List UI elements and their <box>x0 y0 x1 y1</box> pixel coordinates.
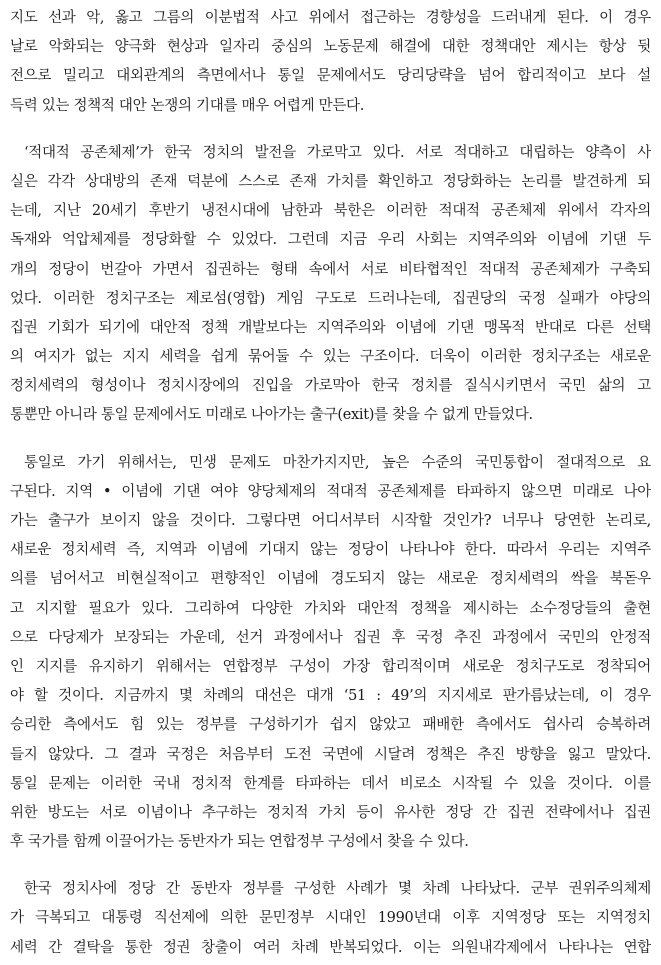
text-line: 후 국가를 함께 이끌어가는 동반자가 되는 연합정부 구성에서 찾을 수 있다. <box>10 834 469 851</box>
text-line: 가 극복되고 대통령 직선제에 의한 문민정부 시대인 1990년대 이후 지역정당 또는 지역정치 <box>10 910 651 927</box>
text-line: 의 여지가 없는 지지 세력을 쉽게 묶어둘 수 있는 구조이다. 더욱이 이러한 정치구조는 새로운 <box>10 349 651 366</box>
text-line: 개의 정당이 번갈아 가면서 집권하는 형태 속에서 서로 비타협적인 적대적 공존체제가 구축되 <box>10 261 651 278</box>
text-line: 독재와 억압체제를 정당화할 수 있었다. 그런데 지금 우리 사회는 지역주의와 이념에 기댄 두 <box>10 232 651 249</box>
text-line: 새로운 정치세력 즉, 지역과 이념에 기대지 않는 정당이 나타나야 한다. 따라서 우리는 지역주 <box>10 542 651 559</box>
text-line: 야 할 것이다. 지금까지 몇 차례의 대선은 대개 ‘51 : 49’의 지지세로 판가름났는데, 이 경우 <box>10 688 651 705</box>
text-line: 들지 않았다. 그 결과 국정은 처음부터 도전 국면에 시달려 정책은 추진 방향을 잃고 말았다. <box>10 746 651 763</box>
text-line: 세력 간 결탁을 통한 정권 창출이 여러 차례 반복되었다. 이는 의원내각제에서 나타나는 연합 <box>10 939 651 956</box>
text-line: 구된다. 지역 • 이념에 기댄 여야 양당체제의 적대적 공존체제를 타파하지 않으면 미래로 나아 <box>10 483 651 500</box>
text-line: 인 지지를 유지하기 위해서는 연합정부 구성이 가장 합리적이며 새로운 정치구도로 정착되어 <box>10 658 651 675</box>
text-line: 승리한 측에서도 힘 있는 정부를 구성하기가 쉽지 않았고 패배한 측에서도 쉽사리 승복하려 <box>10 717 651 734</box>
text-line: 위한 방도는 서로 이념이나 추구하는 정치적 가치 등이 유사한 정당 간 집권 전략에서나 집권 <box>10 804 651 821</box>
text-line: 통일로 가기 위해서는, 민생 문제도 마찬가지지만, 높은 수준의 국민통합이 절대적으로 요 <box>24 454 651 471</box>
paragraph <box>10 449 651 858</box>
text-line: 한국 정치사에 정당 간 동반자 정부를 구성한 사례가 몇 차례 나타났다. 군부 권위주의체제 <box>24 881 651 898</box>
text-line: 정치세력의 형성이나 정치시장에의 진입을 가로막아 한국 정치를 질식시키면서 국민 삶의 고 <box>10 378 651 395</box>
paragraph <box>10 4 651 121</box>
text-line: 가는 출구가 보이지 않을 것이다. 그렇다면 어디서부터 시작할 것인가? 너무나 당연한 논리로, <box>10 513 651 529</box>
text-line: ‘적대적 공존체제’가 한국 정치의 발전을 가로막고 있다. 서로 적대하고 대립하는 양측이 사 <box>24 144 651 161</box>
text-line: 의를 넘어서고 비현실적이고 편향적인 이념에 경도되지 않는 새로운 정치세력의 싹을 북돋우 <box>10 571 651 588</box>
text-line: 날로 악화되는 양극화 현상과 일자리 중심의 노동문제 해결에 대한 정책대안 제시는 항상 뒷 <box>10 39 651 56</box>
text-line: 는데, 지난 20세기 후반기 냉전시대에 남한과 북한은 이러한 적대적 공존체제 위에서 각자의 <box>10 203 651 220</box>
text-line: 었다. 이러한 정치구조는 제로섬(영합) 게임 구도로 드러나는데, 집권당의 국정 실패가 야당의 <box>10 290 651 307</box>
text-line: 으로 다당제가 보장되는 가운데, 선거 과정에서나 집권 후 국정 추진 과정에서 국민의 안정적 <box>10 629 651 646</box>
text-line: 고 지지할 필요가 있다. 그리하여 다양한 가치와 대안적 정책을 제시하는 소수정당들의 출현 <box>10 600 651 617</box>
paragraph <box>10 139 651 431</box>
text-line: 집권 기회가 되기에 대안적 정책 개발보다는 지역주의와 이념에 기댄 맹목적 반대로 다른 선택 <box>10 319 651 336</box>
text-line: 득력 있는 정책적 대안 논쟁의 기대를 매우 어렵게 만든다. <box>10 97 365 114</box>
text-line: 실은 각각 상대방의 존재 덕분에 스스로 존재 가치를 확인하고 정당화하는 논리를 발견하게 되 <box>10 173 651 190</box>
text-line: 통뿐만 아니라 통일 문제에서도 미래로 나아가는 출구(exit)를 찾을 수 없게 만들었다. <box>10 407 533 424</box>
text-line: 전으로 밀리고 대외관계의 측면에서나 통일 문제에서도 당리당략을 넘어 합리적이고 보다 설 <box>10 68 651 85</box>
text-line: 통일 문제는 이러한 국내 정치적 한계를 타파하는 데서 비로소 시작될 수 있을 것이다. 이를 <box>10 775 651 792</box>
text-line: 지도 선과 악, 옳고 그름의 이분법적 사고 위에서 접근하는 경향성을 드러내게 된다. 이 경우 <box>10 10 651 26</box>
paragraph <box>10 875 651 963</box>
